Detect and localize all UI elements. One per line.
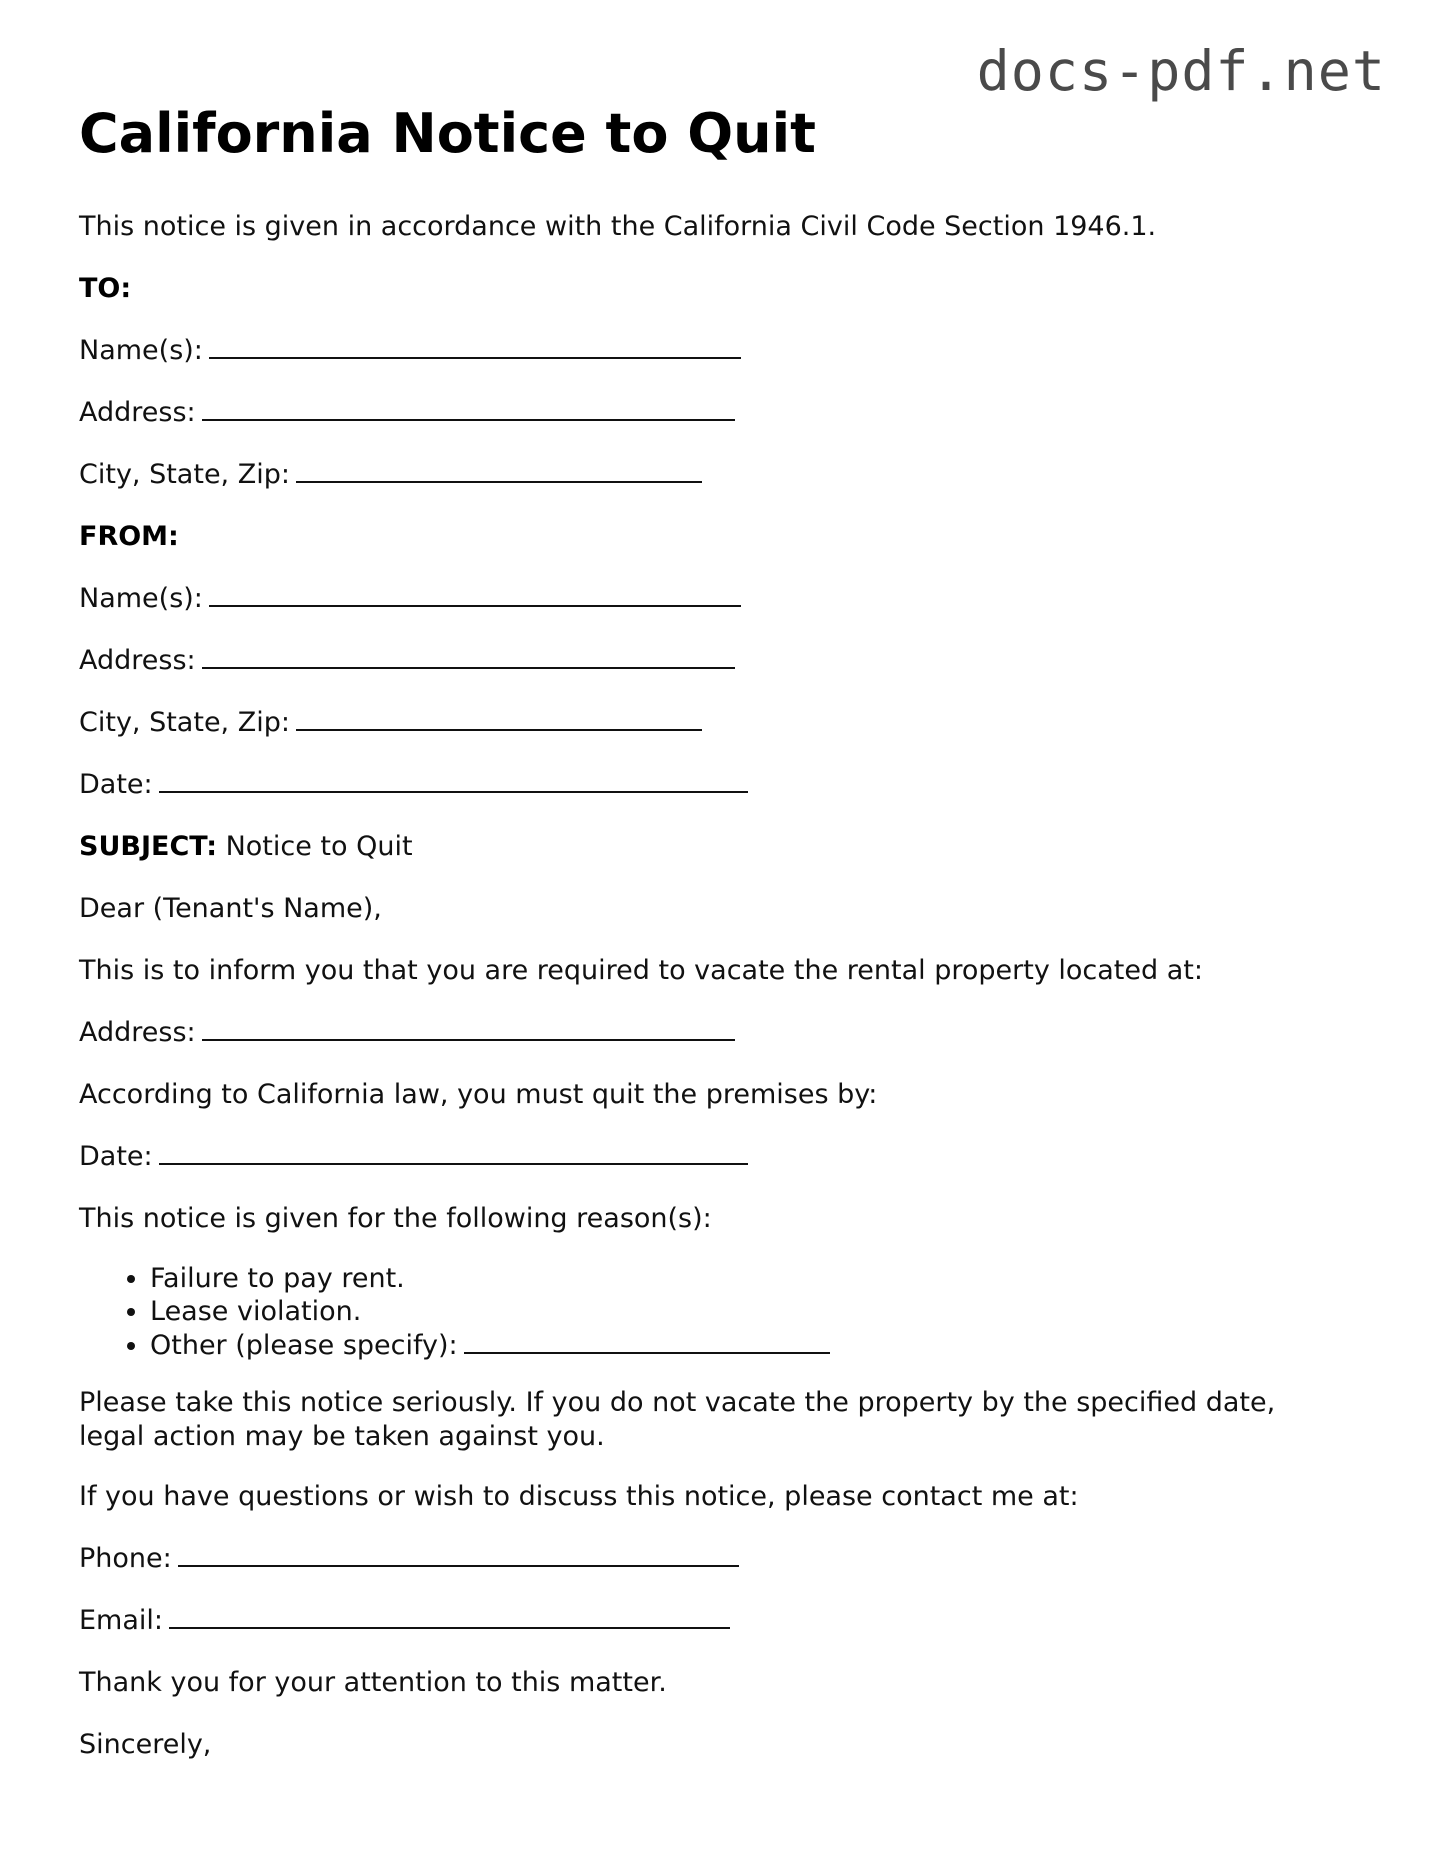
to-heading: TO: bbox=[79, 273, 132, 304]
phone-label: Phone: bbox=[79, 1543, 172, 1574]
contact-intro: If you have questions or wish to discuss this notice, please contact me at: bbox=[79, 1481, 1079, 1512]
from-city-row bbox=[79, 704, 1369, 742]
from-date-row bbox=[79, 766, 1369, 804]
from-address-field[interactable] bbox=[202, 643, 735, 669]
property-address-label: Address: bbox=[79, 1017, 196, 1048]
reasons-list bbox=[79, 1262, 1369, 1362]
reason-item: • Lease violation. bbox=[150, 1295, 1369, 1328]
subject-label: SUBJECT: bbox=[79, 831, 217, 862]
inform-text: This is to inform you that you are required to vacate the rental property located at: bbox=[79, 955, 1203, 986]
from-name-label: Name(s): bbox=[79, 583, 203, 614]
phone-field[interactable] bbox=[178, 1541, 739, 1567]
document-page bbox=[79, 100, 1369, 1788]
to-city-label: City, State, Zip: bbox=[79, 459, 290, 490]
from-date-label: Date: bbox=[79, 769, 153, 800]
to-name-label: Name(s): bbox=[79, 335, 203, 366]
quit-date-row bbox=[79, 1138, 1369, 1176]
from-date-field[interactable] bbox=[159, 767, 748, 793]
phone-row bbox=[79, 1540, 1369, 1578]
thanks-text: Thank you for your attention to this matter. bbox=[79, 1667, 667, 1698]
from-city-field[interactable] bbox=[296, 705, 702, 731]
from-address-row bbox=[79, 642, 1369, 680]
to-name-row bbox=[79, 332, 1369, 370]
to-name-field[interactable] bbox=[209, 333, 741, 359]
email-row bbox=[79, 1602, 1369, 1640]
to-address-label: Address: bbox=[79, 397, 196, 428]
from-city-label: City, State, Zip: bbox=[79, 707, 290, 738]
to-city-row bbox=[79, 456, 1369, 494]
property-address-field[interactable] bbox=[202, 1015, 735, 1041]
to-city-field[interactable] bbox=[296, 457, 702, 483]
to-address-field[interactable] bbox=[202, 395, 735, 421]
subject-value: Notice to Quit bbox=[225, 831, 413, 862]
to-address-row bbox=[79, 394, 1369, 432]
email-label: Email: bbox=[79, 1605, 164, 1636]
from-name-row bbox=[79, 580, 1369, 618]
subject-row bbox=[79, 828, 1369, 866]
quit-date-label: Date: bbox=[79, 1141, 153, 1172]
salutation: Dear (Tenant's Name), bbox=[79, 893, 382, 924]
document-title: California Notice to Quit bbox=[79, 102, 816, 165]
closing-text: Sincerely, bbox=[79, 1729, 212, 1760]
quit-date-field[interactable] bbox=[159, 1139, 748, 1165]
reason-item: • Other (please specify): bbox=[150, 1328, 1369, 1362]
property-address-row bbox=[79, 1014, 1369, 1052]
warning-text: Please take this notice seriously. If you do not vacate the property by the specified date, legal action may be taken against you. bbox=[79, 1387, 1276, 1452]
reason-item: • Failure to pay rent. bbox=[150, 1262, 1369, 1295]
watermark: docs-pdf.net bbox=[976, 39, 1386, 103]
from-address-label: Address: bbox=[79, 645, 196, 676]
other-reason-field[interactable] bbox=[464, 1328, 830, 1354]
from-heading: FROM: bbox=[79, 521, 179, 552]
quit-by-text: According to California law, you must quit the premises by: bbox=[79, 1079, 878, 1110]
reasons-intro: This notice is given for the following reason(s): bbox=[79, 1203, 712, 1234]
from-name-field[interactable] bbox=[209, 581, 741, 607]
intro-text: This notice is given in accordance with the California Civil Code Section 1946.1. bbox=[79, 211, 1157, 242]
email-field[interactable] bbox=[169, 1603, 730, 1629]
